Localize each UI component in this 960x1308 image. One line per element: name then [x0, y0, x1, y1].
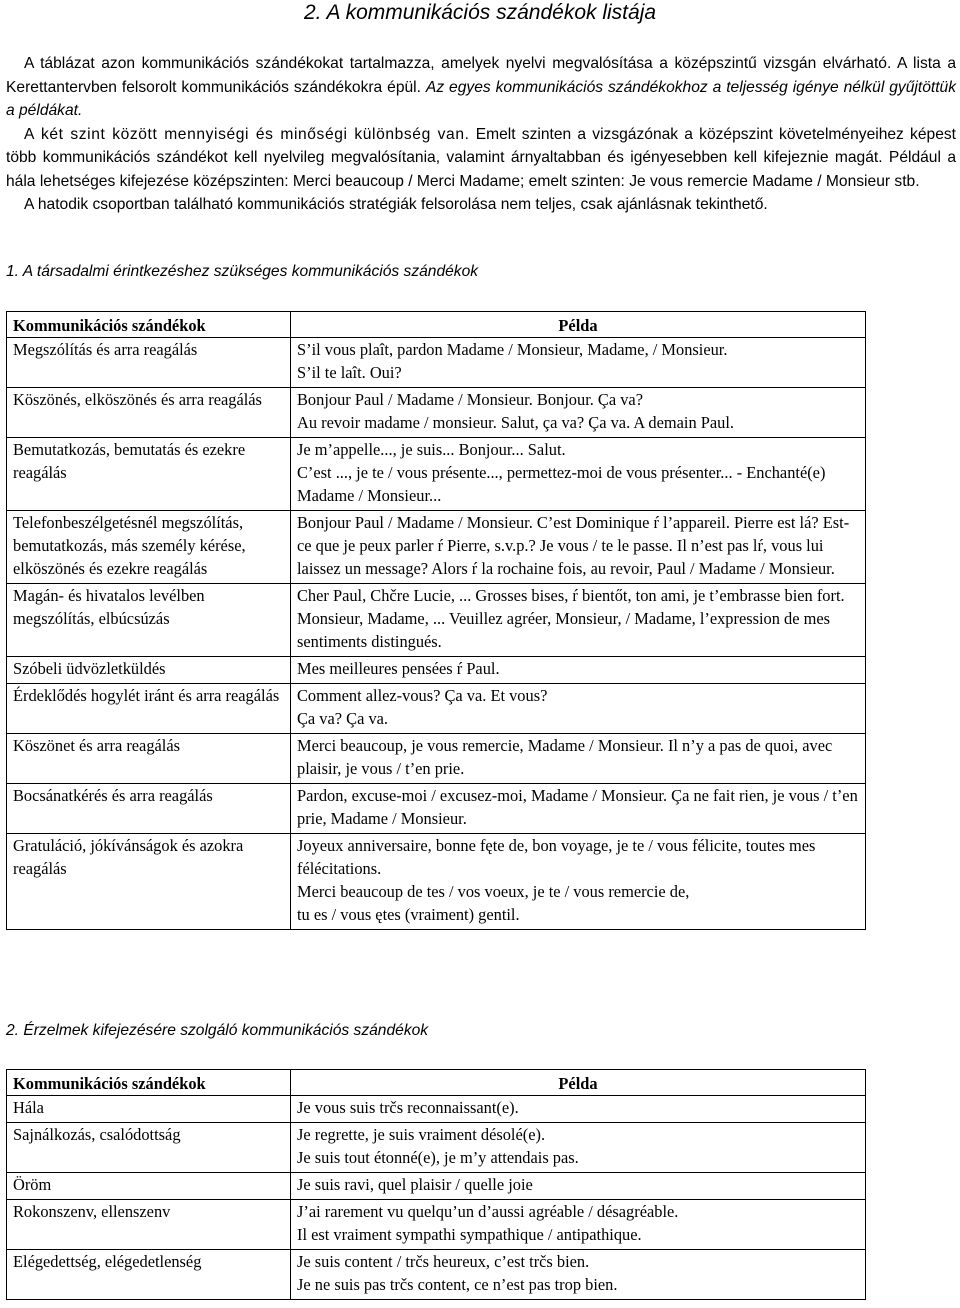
intent-cell: Bocsánatkérés és arra reagálás — [7, 784, 291, 834]
example-line: Joyeux anniversaire, bonne fęte de, bon voyage, je te / vous félicite, toutes mes félécitations. — [297, 836, 816, 878]
example-cell — [291, 834, 866, 930]
example-line: Pardon, excuse-moi / excusez-moi, Madame / Monsieur. Ça ne fait rien, je vous / t’en prie, Madame / Monsieur. — [297, 786, 858, 828]
example-cell — [291, 438, 866, 511]
table-header-row — [7, 1070, 866, 1096]
example-line: Comment allez-vous? Ça va. Et vous? — [297, 686, 548, 705]
column-header-example: Példa — [291, 312, 866, 338]
example-cell — [291, 657, 866, 684]
column-header-example: Példa — [291, 1070, 866, 1096]
intro-paragraph-3: A hatodik csoportban található kommunikációs stratégiák felsorolása nem teljes, csak ajánlásnak tekinthető. — [24, 196, 768, 213]
intent-cell: Öröm — [7, 1173, 291, 1200]
section-2-title: 2. Érzelmek kifejezésére szolgáló kommunikációs szándékok — [6, 1022, 429, 1039]
example-line: Mes meilleures pensées ŕ Paul. — [297, 659, 500, 678]
page-title: 2. A kommunikációs szándékok listája — [303, 1, 657, 24]
section-1-table — [6, 311, 866, 930]
intent-cell: Magán- és hivatalos levélben megszólítás, elbúcsúzás — [7, 584, 291, 657]
example-cell — [291, 784, 866, 834]
example-line: Je suis ravi, quel plaisir / quelle joie — [297, 1175, 533, 1194]
example-cell — [291, 684, 866, 734]
intro-text — [6, 52, 956, 217]
example-cell — [291, 338, 866, 388]
example-cell — [291, 734, 866, 784]
table-row — [7, 684, 866, 734]
example-line: Je suis content / trčs heureux, c’est trčs bien. — [297, 1252, 590, 1271]
table-row — [7, 1096, 866, 1123]
table-row — [7, 1173, 866, 1200]
table-row — [7, 1123, 866, 1173]
intent-cell: Köszönet és arra reagálás — [7, 734, 291, 784]
example-cell — [291, 584, 866, 657]
intent-cell: Érdeklődés hogylét iránt és arra reagálás — [7, 684, 291, 734]
example-line: Au revoir madame / monsieur. Salut, ça va? Ça va. A demain Paul. — [297, 413, 734, 432]
example-line: Il est vraiment sympathi sympathique / antipathique. — [297, 1225, 642, 1244]
example-cell — [291, 1123, 866, 1173]
section-2-table — [6, 1069, 866, 1300]
example-cell — [291, 511, 866, 584]
example-line: Bonjour Paul / Madame / Monsieur. C’est Dominique ŕ l’appareil. Pierre est lá? Est-ce que je peux parler ŕ Pierre, s.v.p.? Je vous / te le passe. Il n’est pas lŕ, vous lui laissez un message? Alors ŕ la rochaine fois, au revoir, Paul / Madame / Monsieur. — [297, 513, 850, 578]
table-row — [7, 1250, 866, 1300]
example-line: Ça va? Ça va. — [297, 709, 389, 728]
table-row — [7, 1200, 866, 1250]
table-row — [7, 511, 866, 584]
example-line: Je suis tout étonné(e), je m’y attendais pas. — [297, 1148, 579, 1167]
column-header-intent: Kommunikációs szándékok — [7, 1070, 291, 1096]
example-line: Bonjour Paul / Madame / Monsieur. Bonjour. Ça va? — [297, 390, 643, 409]
example-line: Je regrette, je suis vraiment désolé(e). — [297, 1125, 546, 1144]
intent-cell: Rokonszenv, ellenszenv — [7, 1200, 291, 1250]
intro-sentence: A táblázat azon kommunikációs szándékokat tartalmazza, amelyek nyelvi megvalósítása a középszintű vizsgán elvárható. A lista a Kerettantervben felsorolt kommunikációs szándékokra épül. — [6, 55, 956, 96]
column-header-intent: Kommunikációs szándékok — [7, 312, 291, 338]
table-row — [7, 734, 866, 784]
example-line: S’il te laît. Oui? — [297, 363, 402, 382]
section-1-title: 1. A társadalmi érintkezéshez szükséges kommunikációs szándékok — [6, 263, 479, 280]
table-row — [7, 338, 866, 388]
example-line: tu es / vous ętes (vraiment) gentil. — [297, 905, 520, 924]
intro-paragraph-2 — [6, 123, 956, 194]
table-row — [7, 438, 866, 511]
example-cell — [291, 388, 866, 438]
example-cell — [291, 1096, 866, 1123]
example-line: Je vous suis trčs reconnaissant(e). — [297, 1098, 519, 1117]
intro-paragraph-1 — [6, 52, 956, 123]
intent-cell: Hála — [7, 1096, 291, 1123]
intent-cell: Megszólítás és arra reagálás — [7, 338, 291, 388]
example-line: Cher Paul, Chčre Lucie, ... Grosses bises, ŕ bientőt, ton ami, je t’embrasse bien fort. — [297, 586, 845, 605]
intent-cell: Köszönés, elköszönés és arra reagálás — [7, 388, 291, 438]
intro-italic-sentence: Az egyes kommunikációs szándékokhoz a teljesség igénye nélkül gyűjtöttük a példákat. — [6, 78, 956, 119]
example-line: Merci beaucoup de tes / vos voeux, je te / vous remercie de, — [297, 882, 690, 901]
intent-cell: Elégedettség, elégedetlenség — [7, 1250, 291, 1300]
example-line: Je ne suis pas trčs content, ce n’est pas trop bien. — [297, 1275, 618, 1294]
intent-cell: Bemutatkozás, bemutatás és ezekre reagálás — [7, 438, 291, 511]
table-row — [7, 834, 866, 930]
example-line: J’ai rarement vu quelqu’un d’aussi agréable / désagréable. — [297, 1202, 679, 1221]
intro-sentence: Emelt szinten a vizsgázónak a középszint követelményeihez képest több kommunikációs szándékot kell nyelvileg megvalósítania, valamint árnyaltabban és igényesebben kell kifejeznie magát. Például a hála lehetséges kifejezése középszinten: Merci beaucoup / Merci Madame; emelt szinten: Je vous remercie Madame / Monsieur stb. — [6, 125, 956, 190]
example-cell — [291, 1200, 866, 1250]
intent-cell: Telefonbeszélgetésnél megszólítás, bemutatkozás, más személy kérése, elköszönés és ezekre reagálás — [7, 511, 291, 584]
table-row — [7, 584, 866, 657]
example-line: Merci beaucoup, je vous remercie, Madame / Monsieur. Il n’y a pas de quoi, avec plaisir, je vous / t’en prie. — [297, 736, 833, 778]
example-cell — [291, 1173, 866, 1200]
example-line: Monsieur, Madame, ... Veuillez agréer, Monsieur, / Madame, l’expression de mes sentiments distingués. — [297, 609, 831, 651]
example-line: C’est ..., je te / vous présente..., permettez-moi de vous présenter... - Enchanté(e) Madame / Monsieur... — [297, 463, 826, 505]
intent-cell: Gratuláció, jókívánságok és azokra reagálás — [7, 834, 291, 930]
example-line: S’il vous plaît, pardon Madame / Monsieur, Madame, / Monsieur. — [297, 340, 728, 359]
table-row — [7, 784, 866, 834]
intro-spaced-sentence: A két szint között mennyiségi és minőségi különbség van. — [24, 125, 470, 143]
table-row — [7, 388, 866, 438]
example-cell — [291, 1250, 866, 1300]
intent-cell: Szóbeli üdvözletküldés — [7, 657, 291, 684]
table-row — [7, 657, 866, 684]
table-header-row — [7, 312, 866, 338]
intent-cell: Sajnálkozás, csalódottság — [7, 1123, 291, 1173]
example-line: Je m’appelle..., je suis... Bonjour... Salut. — [297, 440, 566, 459]
